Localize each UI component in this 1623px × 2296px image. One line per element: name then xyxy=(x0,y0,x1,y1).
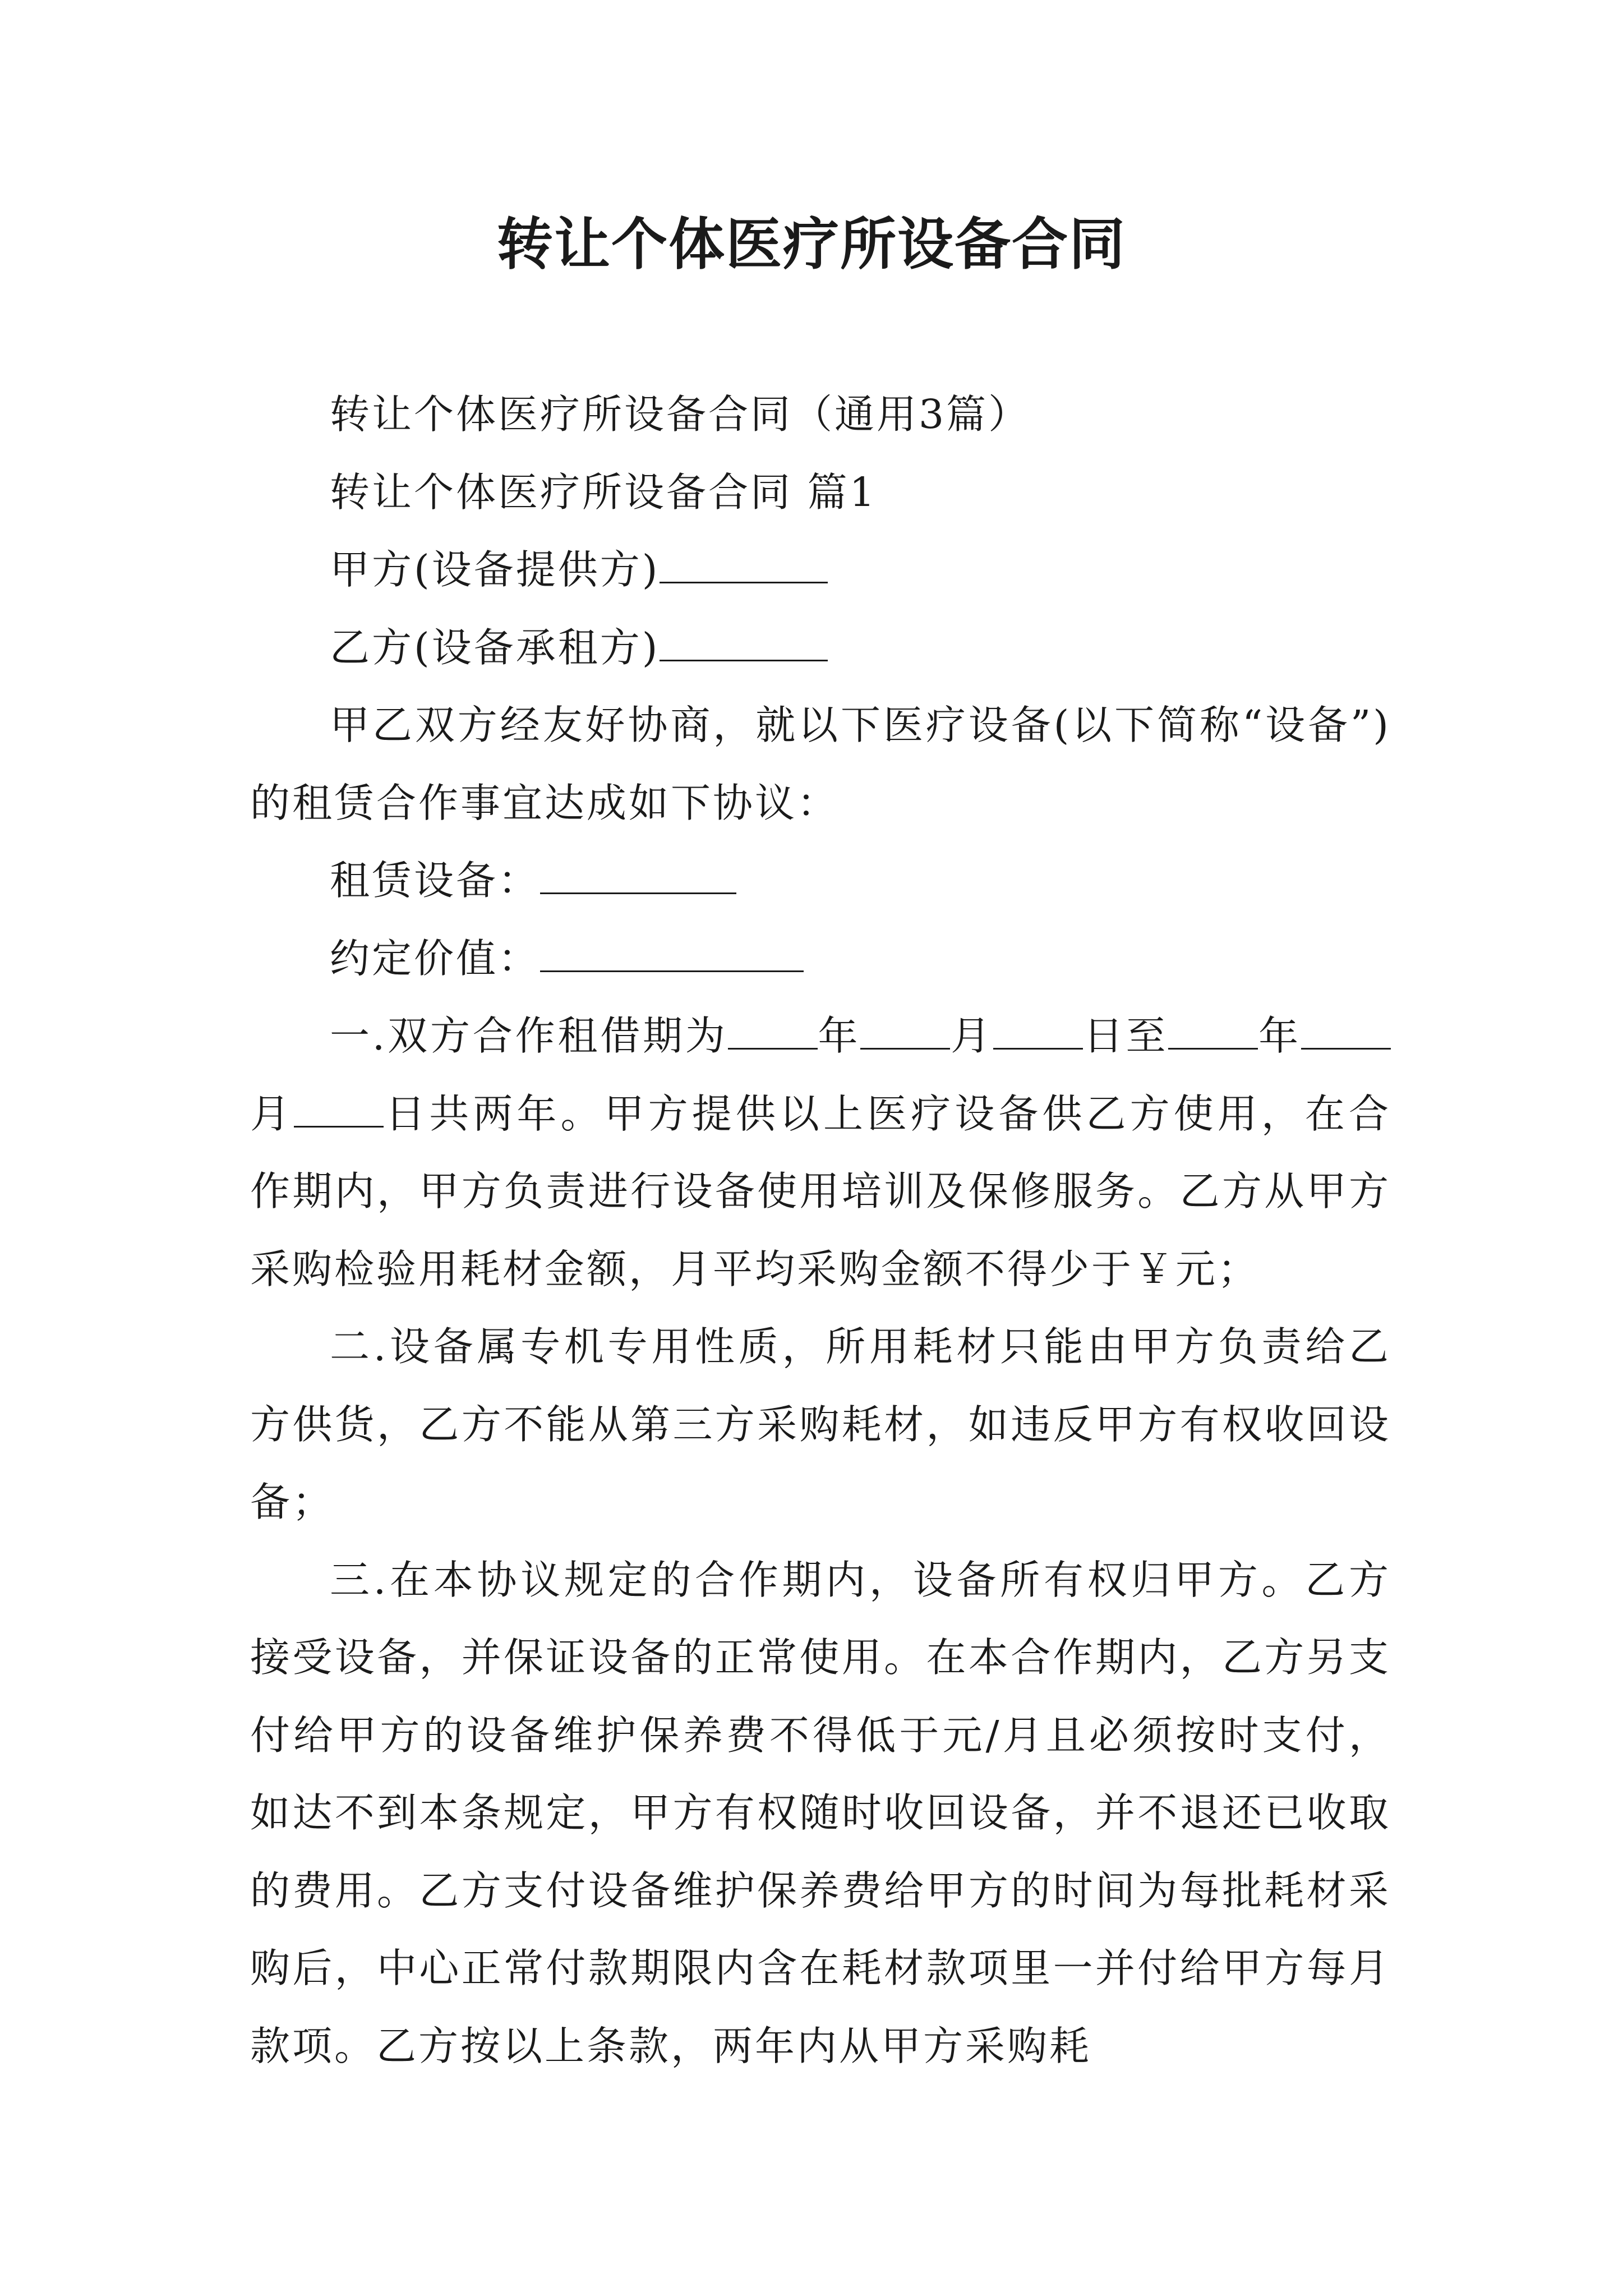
party-a-line xyxy=(250,531,1391,609)
blank xyxy=(860,1012,950,1050)
party-a-label: 甲方(设备提供方) xyxy=(330,546,660,593)
blank xyxy=(993,1012,1083,1050)
clause-1 xyxy=(250,997,1391,1308)
agreement-paragraph: 甲乙双方经友好协商，就以下医疗设备(以下简称“设备”)的租赁合作事宜达成如下协议： xyxy=(250,702,1391,826)
document-body xyxy=(250,376,1391,2085)
clause-3: 三.在本协议规定的合作期内，设备所有权归甲方。乙方接受设备，并保证设备的正常使用。在本合作期内，乙方另支付给甲方的设备维护保养费不得低于元/月且必须按时支付，如达不到本条规定，甲方有权随时收回设备，并不退还已收取的费用。乙方支付设备维护保养费给甲方的时间为每批耗材采购后，中心正常付款期限内含在耗材款项里一并付给甲方每月款项。乙方按以上条款，两年内从甲方采购耗 xyxy=(250,1556,1391,2069)
party-a-blank xyxy=(660,546,828,583)
blank xyxy=(1301,1012,1391,1050)
document-title: 转让个体医疗所设备合同 xyxy=(497,211,1126,277)
clause-1-prefix: 一.双方合作租借期为 xyxy=(330,1013,728,1059)
agreed-value-line xyxy=(250,920,1391,998)
blank xyxy=(294,1090,384,1128)
clause-1-rest: 日共两年。甲方提供以上医疗设备供乙方使用，在合作期内，甲方负责进行设备使用培训及保修服务。乙方从甲方采购检验用耗材金额，月平均采购金额不得少于￥元； xyxy=(250,1090,1391,1292)
section-heading: 转让个体医疗所设备合同 篇1 xyxy=(330,468,877,516)
lease-equipment-line xyxy=(250,842,1391,920)
lease-equipment-blank xyxy=(540,857,736,894)
clause-2: 二.设备属专机专用性质，所用耗材只能由甲方负责给乙方供货，乙方不能从第三方采购耗材，如违反甲方有权收回设备； xyxy=(250,1323,1391,1525)
clause-1-year1: 年 xyxy=(817,1013,861,1059)
clause-1-month2: 月 xyxy=(250,1090,294,1137)
clause-1-day1: 日至 xyxy=(1082,1013,1169,1059)
clause-1-month1: 月 xyxy=(950,1013,993,1059)
agreed-value-blank xyxy=(540,935,804,972)
party-b-label: 乙方(设备承租方) xyxy=(330,624,660,671)
blank xyxy=(728,1012,818,1050)
agreed-value-label: 约定价值： xyxy=(330,935,541,982)
party-b-blank xyxy=(660,624,828,661)
intro-line: 转让个体医疗所设备合同（通用3篇） xyxy=(330,391,1031,438)
lease-equipment-label: 租赁设备： xyxy=(330,857,541,904)
blank xyxy=(1168,1012,1258,1050)
party-b-line xyxy=(250,609,1391,687)
clause-1-year2: 年 xyxy=(1258,1013,1301,1059)
